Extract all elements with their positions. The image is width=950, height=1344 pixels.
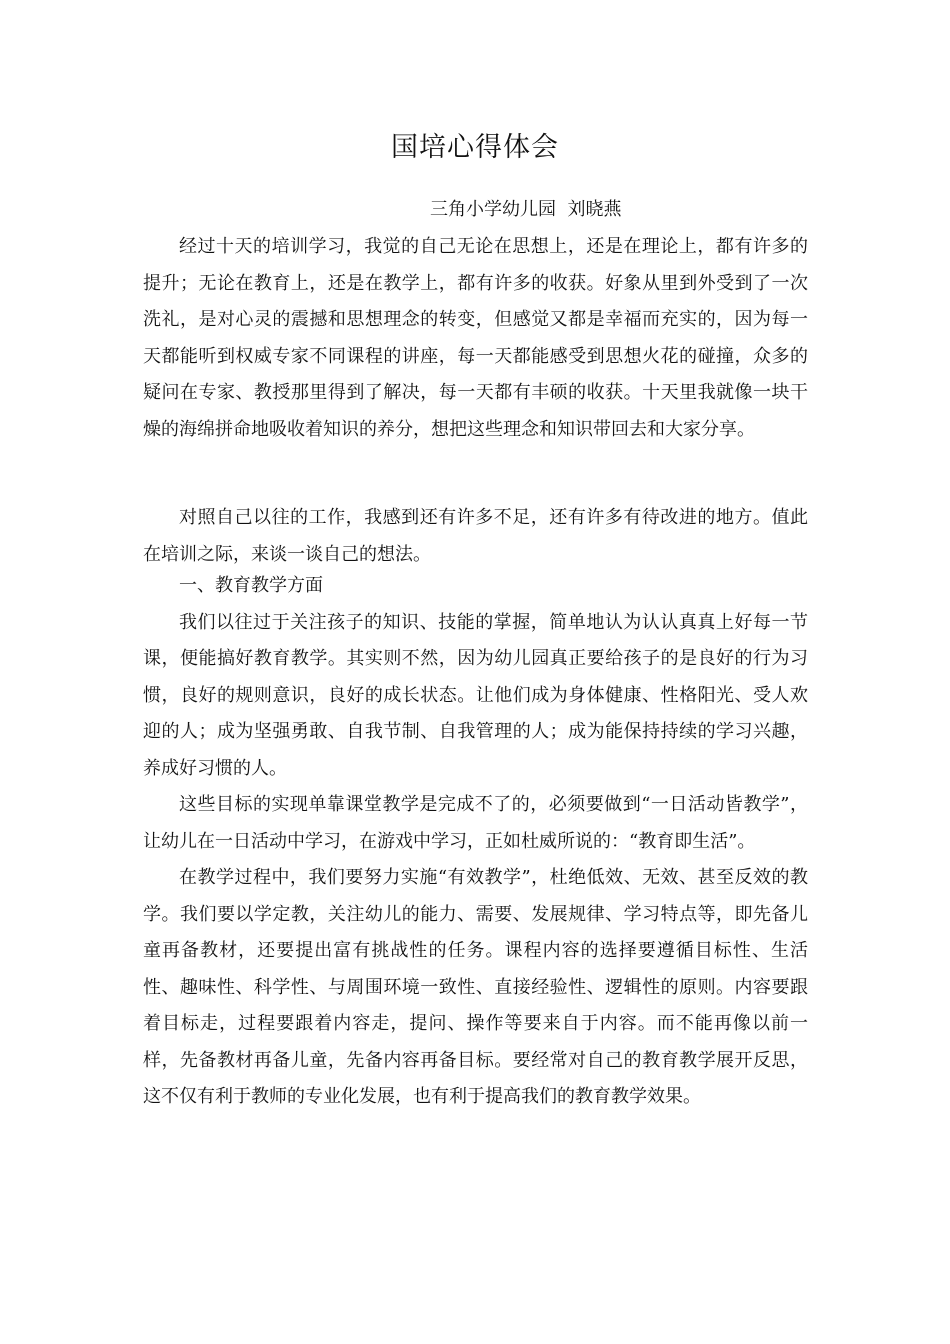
section-heading: 一、教育教学方面	[179, 575, 323, 596]
intro-section	[143, 229, 808, 448]
body-paragraph: 在教学过程中，我们要努力实施“有效教学”，杜绝低效、无效、甚至反效的教学。我们要以学定教，关注幼儿的能力、需要、发展规律、学习特点等，即先备儿童再备教材，还要提出富有挑战性的任务。课程内容的选择要遵循目标性、生活性、趣味性、科学性、与周围环境一致性、直接经验性、逻辑性的原则。内容要跟着目标走，过程要跟着内容走，提问、操作等要来自于内容。而不能再像以前一样，先备教材再备儿童，先备内容再备目标。要经常对自己的教育教学展开反思，这不仅有利于教师的专业化发展，也有利于提高我们的教育教学效果。	[143, 867, 808, 1107]
body-paragraph: 对照自己以往的工作，我感到还有许多不足，还有许多有待改进的地方。值此在培训之际，来谈一谈自己的想法。	[143, 507, 808, 565]
body-paragraph: 我们以往过于关注孩子的知识、技能的掌握，简单地认为认认真真上好每一节课，便能搞好教育教学。其实则不然，因为幼儿园真正要给孩子的是良好的行为习惯，良好的规则意识，良好的成长状态。让他们成为身体健康、性格阳光、受人欢迎的人；成为坚强勇敢、自我节制、自我管理的人；成为能保持持续的学习兴趣，养成好习惯的人。	[143, 611, 808, 779]
teaching-section	[143, 568, 808, 1116]
document-title: 国培心得体会	[391, 132, 559, 163]
reflection-section	[143, 500, 808, 573]
author-line: 三角小学幼儿园 刘晓燕	[430, 199, 622, 220]
body-paragraph: 经过十天的培训学习，我觉的自己无论在思想上，还是在理论上，都有许多的提升；无论在教育上，还是在教学上，都有许多的收获。好象从里到外受到了一次洗礼，是对心灵的震撼和思想理念的转变，但感觉又都是幸福而充实的，因为每一天都能听到权威专家不同课程的讲座，每一天都能感受到思想火花的碰撞，众多的疑问在专家、教授那里得到了解决，每一天都有丰硕的收获。十天里我就像一块干燥的海绵拼命地吸收着知识的养分，想把这些理念和知识带回去和大家分享。	[143, 236, 808, 440]
body-paragraph: 这些目标的实现单靠课堂教学是完成不了的，必须要做到“一日活动皆教学”，让幼儿在一日活动中学习，在游戏中学习，正如杜威所说的：“教育即生活”。	[143, 794, 808, 852]
